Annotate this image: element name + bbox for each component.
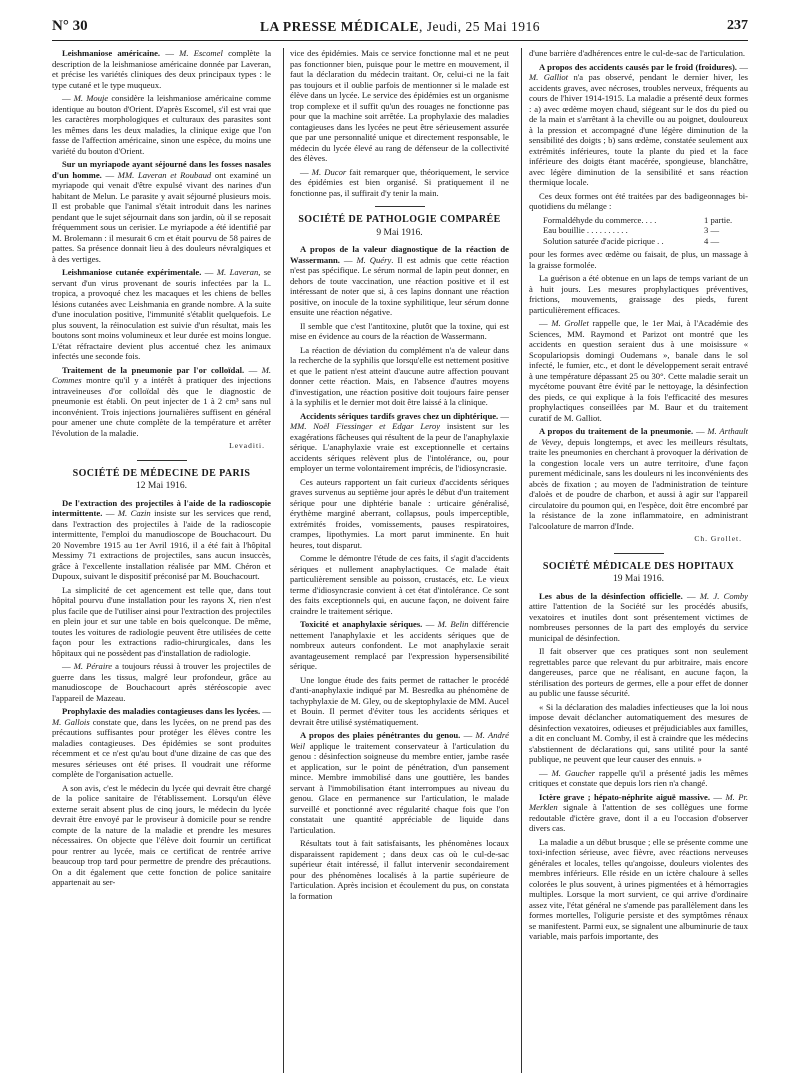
article-paragraph: Résultats tout à fait satisfaisants, les phénomènes locaux disparaissent rapidement ; dans deux cas où le cul-de-sac supérieur était intéressé, il fallut intervenir secondairement pour des phénomènes localisés à la partie supérieure de l'articulation. Après incision et écoulement du pus, on constata la formation	[290, 838, 509, 901]
article-paragraph: Il fait observer que ces pratiques sont non seulement regrettables parce que relevant du pur arbitraire, mais encore dangereuses, parce que ne réalisant, en aucune façon, la stérilisation des porteurs de germes, elle a pour effet de donner au public une fausse sécurité.	[529, 646, 748, 698]
journal-masthead	[52, 19, 748, 35]
issue-date: , Jeudi, 25 Mai 1916	[419, 19, 541, 34]
section-date: 19 Mai 1916.	[613, 574, 664, 584]
article-paragraph: Ces deux formes ont été traitées par des badigeonnages bi-quotidiens du mélange :	[529, 190, 748, 211]
page-number: 237	[727, 18, 748, 33]
article-paragraph: — M. Péraire a toujours réussi à trouver les projectiles de guerre dans les tissus, malgré leur profondeur, grâce au manudioscope de Bouchacourt après stéréoscopie avec l'appareil de Mazeau.	[52, 661, 271, 703]
article-paragraph: La guérison a été obtenue en un laps de temps variant de un à huit jours. Les mesures prophylactiques préventives, frictions, mouvements, graissage des pieds, furent particulièrement efficaces.	[529, 273, 748, 315]
formula-row: Solution saturée d'acide picrique . . 4 —	[543, 235, 720, 246]
article-paragraph: — M. Grollet rappelle que, le 1er Mai, à l'Académie des Sciences, MM. Raymond et Parizot ont montré que les accidents en question seraient dus à une moisissure « Scopulariopsis domingi Oudemans », banale dans le sol infecté, le fumier, etc., et dont le développement serait entravé à une température dépassant 25 ou 30°. Cette maladie serait un mycétome pouvant être évité par le nettoyage, la désinfection des pieds, ce qui explique à la fois l'efficacité des mesures prophylactiques conseillées par M. Baur et du traitement curatif de M. Galliot.	[529, 318, 748, 423]
article-paragraph: A propos de la valeur diagnostique de la réaction de Wassermann. — M. Quéry. Il est admis que cette réaction n'est pas spécifique. Le sérum normal de lapin peut donner, en dehors de toute vaccination, une réaction positive et il est intéressant de noter que si, à ces lapins donnant une réaction positive, on inocule de la toxine syphilitique, leur sérum donne ensuite une réaction négative.	[290, 244, 509, 317]
page-header	[52, 18, 748, 41]
article-paragraph: Ictère grave ; hépato-néphrite aiguë massive. — M. Pr. Merklen signale à l'attention de ses collègues une forme redoutable d'ictère grave, dont il a eu l'occasion d'observer divers cas.	[529, 791, 748, 833]
column-2	[290, 48, 509, 1078]
article-paragraph: Leishmaniose cutanée expérimentale. — M. Laveran, se servant d'un virus provenant de souris infectées par la L. tropica, a provoqué chez les macaques et les chiens de belles lésions cutanées avec Leishmania en grande nombre. A la suite d'une inoculation positive, l'immunité s'établit quelquefois. Le plus souvent, la réinoculation est suivie d'un résultat, mais les boutons sont moins volumineux et leur durée est moins longue. L'état réfractaire devient plus accentué chez les animaux infectés une seconde fois.	[52, 267, 271, 361]
article-paragraph: Toxicité et anaphylaxie sériques. — M. Belin différencie nettement l'anaphylaxie et les accidents sériques que de nombreux auteurs confondent. Le mot anaphylaxie serait avantageusement remplacé par l'expression hypersensibilité sérique.	[290, 619, 509, 671]
issue-number: N° 30	[52, 18, 88, 34]
section-divider	[375, 206, 425, 207]
article-paragraph: Sur un myriapode ayant séjourné dans les fosses nasales d'un homme. — MM. Laveran et Roubaud ont examiné un myriapode qui venait d'être expulsé vivant des narines d'un habitant de Melun. Le parasite y avait séjourné plusieurs mois. Il est probable que l'animal s'était introduit dans les narines pendant que le sujet séjournait dans son jardin, où il se reposait fréquemment sous un cerisier. Le myriapode a été identifié par M. Brolemann : il mesurait 6 cm et était pourvu de 58 paires de pattes. Sa présence donnait lieu à des douleurs névralgiques et à des vertiges.	[52, 159, 271, 264]
formula-list	[543, 215, 748, 247]
article-paragraph: — M. Mouje considère la leishmaniose américaine comme identique au bouton d'Orient. D'après Escomel, s'il est vrai que les caractères morphologiques et culturaux des parasites sont les mêmes dans les deux maladies, la clinique exige que l'on fasse de l'affection américaine, sinon une espèce, du moins une variété du bouton d'Orient.	[52, 93, 271, 156]
article-paragraph: Accidents sériques tardifs graves chez un diphtérique. — MM. Noël Fiessinger et Edgar Leroy insistent sur les exagérations fâcheuses qui résultent de la peur de l'anaphylaxie sérique. L'anaphylaxie vraie est exceptionnelle et certains accidents sériques relèvent plus de l'intolérance, ou, pour employer un terme volontairement imprécis, de l'idiosyncrasie.	[290, 410, 509, 473]
article-paragraph: Prophylaxie des maladies contagieuses dans les lycées. — M. Gallois constate que, dans les lycées, on ne prend pas des précautions suffisantes pour protéger les élèves contre les maladies contagieuses. Des épidémies se sont produites récemment et ce n'est qu'au bout d'une dizaine de cas que des mesures sérieuses ont été prises. Il voudrait une réforme complète de l'organisation actuelle.	[52, 706, 271, 779]
article-paragraph: A propos des plaies pénétrantes du genou. — M. André Weil applique le traitement conservateur à l'articulation du genou : désinfection soigneuse du membre entier, jambe rasée et application, sur le point de pénétration, d'un pansement mince. Membre immobilisé dans une gouttière, les bandes servant à l'immobilisation étant interrompues au niveau du genou. Glace en permanence sur l'articulation, le malade surveillé et ponctionné avec régularité chaque fois que l'on constatait une quantité appréciable de liquide dans l'articulation.	[290, 730, 509, 835]
section-title: SOCIÉTÉ DE PATHOLOGIE COMPARÉE	[298, 214, 501, 225]
section-divider	[614, 553, 664, 554]
article-paragraph: Comme le démontre l'étude de ces faits, il s'agit d'accidents sériques et nullement anaphylactiques. Ce malade était particulièrement sensible au poisson, crustacés, etc. Le vieux terme d'idiosyncrasie convient à cet état d'intolérance. Ce sont des faits exceptionnels qui, en aucune façon, ne doivent faire craindre le traitement sérique.	[290, 553, 509, 616]
column-rule	[521, 48, 522, 1073]
article-paragraph: La simplicité de cet agencement est telle que, dans tout hôpital pourvu d'une installation pour les rayons X, rien n'est plus facile que de l'utiliser ainsi pour l'extraction des projectiles en plein jour et sur une table en bois quelconque. De même, toutes les voitures de radiologie peuvent être utilisées de cette façon pour les extractions radio-chirurgicales, dans les hôpitaux qui ne possèdent pas d'installation de radiologie.	[52, 584, 271, 658]
article-paragraph: d'une barrière d'adhérences entre le cul-de-sac de l'articulation.	[529, 48, 746, 58]
column-rule	[283, 48, 284, 1073]
article-paragraph: De l'extraction des projectiles à l'aide de la radioscopie intermittente. — M. Cazin insiste sur les services que rend, dans l'extraction des projectiles à l'aide de la radioscopie intermittente, l'emploi du manudioscope de Bouchacourt. Du 20 Novembre 1915 au 1er Avril 1916, il a été fait à l'hôpital Messimy 71 extractions de projectiles, sans aucun insuccès, grâce à l'excellente installation réalisée par MM. Chéron et Dupoux, suivant le dispositif préconisé par M. Bouchacourt.	[52, 497, 271, 581]
section-date: 12 Mai 1916.	[136, 481, 187, 491]
article-paragraph: Il semble que c'est l'antitoxine, plutôt que la toxine, qui est mise en évidence au cours de la réaction de Wassermann.	[290, 320, 509, 341]
section-date: 9 Mai 1916.	[376, 227, 423, 238]
formula-row: Eau bouillie . . . . . . . . . . 3 —	[543, 225, 720, 235]
section-title: SOCIÉTÉ MÉDICALE DES HOPITAUX	[542, 560, 735, 572]
article-paragraph: « Si la déclaration des maladies infectieuses que la loi nous impose devait déclancher automatiquement des mesures de désinfection vexatoires, odieuses et préjudiciables aux familles, a dit en concluant M. Comby, il est à craindre que les médecins s'abstiennent de déclarations qui, sans utilité pour la santé publique, ne peuvent que leur causer des ennuis. »	[529, 701, 748, 764]
article-paragraph: vice des épidémies. Mais ce service fonctionne mal et ne peut pas fonctionner bien, puisque pour le mettre en mouvement, il faut la déclaration du médecin traitant. Or, celui-ci ne la fait pas toujours et il oublie parfois de mentionner si le malade est élève dans un lycée. Le service des épidémies est un organisme trop complexe et il suffit qu'un des rouages ne fonctionne pas pour que la machine soit arrêtée. La prophylaxie des maladies contagieuses dans les lycées ne peut être sérieusement assurée que par une personnalité unique et directement responsable, le médecin du lycée élevé au rang de défenseur de la collectivité des élèves.	[290, 48, 509, 163]
article-paragraph: Les abus de la désinfection officielle. — M. J. Comby attire l'attention de la Société sur les procédés abusifs, vexatoires et inutiles dont sont présentement victimes de nombreuses personnes de la part des employés du service municipal de désinfection.	[529, 590, 748, 643]
article-paragraph: Ces auteurs rapportent un fait curieux d'accidents sériques graves survenus au septième jour après le début d'un traitement sérique pour une diphtérie banale : urticaire généralisé, érythème marginé aberrant, collapsus, pouls imperceptible, extrémités froides, vomissements, pauses respiratoires, crampes, lipothymies. La mort parut imminente. En huit heures, tout disparut.	[290, 476, 509, 550]
section-divider	[137, 460, 187, 461]
column-3	[529, 48, 748, 1078]
author-signature: Ch. Grollet.	[694, 534, 742, 543]
article-paragraph: — M. Gaucher rappelle qu'il a présenté jadis les mêmes critiques et constate que depuis lors rien n'a changé.	[529, 767, 748, 788]
column-1	[52, 48, 271, 1078]
article-paragraph: La maladie a un début brusque ; elle se présente comme une toxi-infection sérieuse, avec fièvre, avec réactions nerveuses générales et locales, telles qu'angoisse, douleurs violentes des membres inférieurs. Elle réside en un ictère chaloure à selles colorées le plus souvent, à urines pigmentées et à hémorragies multiples. Lorsque la mort survient, ce qui arrive d'ordinaire assez vite, l'état général ne s'amende pas parallèlement dans les formes mortelles, l'oligurie persiste et des symptômes rénaux se manifestent. Parmi eux, se signalent une albuminurie de taux variable, mais parfois importante, des	[529, 836, 748, 941]
article-paragraph: Traitement de la pneumonie par l'or colloïdal. — M. Commes montre qu'il y a intérêt à pratiquer des injections intraveineuses d'or colloïdal dès que le diagnostic de pneumonie est établi. On peut injecter de 1 à 2 cm³ sans nul inconvénient. Trois injections journalières suffisent en général pour amener une chute complète de la température et arrêter l'évolution de la maladie.	[52, 364, 271, 438]
author-signature: Levaditi.	[229, 441, 265, 450]
article-paragraph: A son avis, c'est le médecin du lycée qui devrait être chargé de la police sanitaire de l'établissement. Lorsqu'un élève externe serait absent plus de cinq jours, le médecin du lycée devrait être envoyé par le proviseur à domicile pour se rendre compte de la nature de la maladie et prendre les mesures nécessaires. On objecte que l'élève doit fournir un certificat pour rentrer au lycée, mais ce certificat de rentrée arrive beaucoup trop tard pour permettre de prendre des précautions. On a dit également que cette fonction de police sanitaire appartenait au ser-	[52, 782, 271, 887]
article-paragraph: — M. Ducor fait remarquer que, théoriquement, le service des épidémies est bien organisé. Si pratiquement il ne fonctionne pas, il suffirait d'y tenir la main.	[290, 166, 509, 198]
section-title: SOCIÉTÉ DE MÉDECINE DE PARIS	[72, 467, 251, 479]
formula-row: Formaldéhyde du commerce. . . . 1 partie.	[543, 214, 733, 225]
article-paragraph: A propos du traitement de la pneumonie. — M. Arthault de Vevey, depuis longtemps, et avec les meilleurs résultats, traite les pneumonies en cherchant à provoquer la dérivation de la congestion locale vers un autre territoire, d'une façon purement médicinale, sans les douleurs ni les inconvénients des abcès de fixation ; au moyen de l'administration de teinture d'aloès et de poudre de charbon, et aussi à agir sur l'appareil circulatoire du poumon qui, en l'espèce, doit être encombré par la résistance de la zone inflammatoire, en administrant l'alcoolature de marron d'Inde.	[529, 426, 748, 531]
journal-title: LA PRESSE MÉDICALE	[259, 19, 420, 34]
article-paragraph: A propos des accidents causés par le froid (froidures). — M. Galliot n'a pas observé, pendant le dernier hiver, les accidents graves, avec nécroses, troubles nerveux, fréquents au cours de l'hiver 1914-1915. La maladie a présenté deux formes : a) avec œdème moyen chaud, siégeant sur le dos du pied ou de la main et s'arrêtant à la cheville ou au poignet, douloureux à la pression et accompagné d'une légère diminution de la sensibilité des doigts ; b) sans œdème, constatée seulement aux extrémités inférieures, toute la plante du pied et la face inférieure des doigts étant macérée, spongieuse, blanchâtre, avec légère diminution de la sensibilité et sans réaction thermique locale.	[529, 61, 748, 187]
article-paragraph: Leishmaniose américaine. — M. Escomel complète la description de la leishmaniose américaine donnée par Laveran, et précise les variétés cliniques des deux principaux types : le type cutané et le type muqueux.	[52, 48, 271, 90]
article-paragraph: Une longue étude des faits permet de rattacher le procédé d'anti-anaphylaxie indiqué par M. Besredka au phénomène de tachyphylaxie de M. Gley, ou de skeptophylaxie de MM. Aucel et Bouin. Il permet d'éviter tous les accidents sériques et devrait être utilisé systématiquement.	[290, 674, 509, 727]
article-paragraph: La réaction de déviation du complément n'a de valeur dans la recherche de la syphilis que lorsqu'elle est nettement positive et que le patient n'est atteint d'aucune autre affection pouvant donner cette réaction. Mais, en l'absence d'autres moyens d'investigation, une réaction positive doit toujours faire penser à la syphilis et le dernier mot doit être laissé à la clinique.	[290, 344, 509, 407]
article-paragraph: pour les formes avec œdème ou faisait, de plus, un massage à la graisse formolée.	[529, 249, 748, 270]
